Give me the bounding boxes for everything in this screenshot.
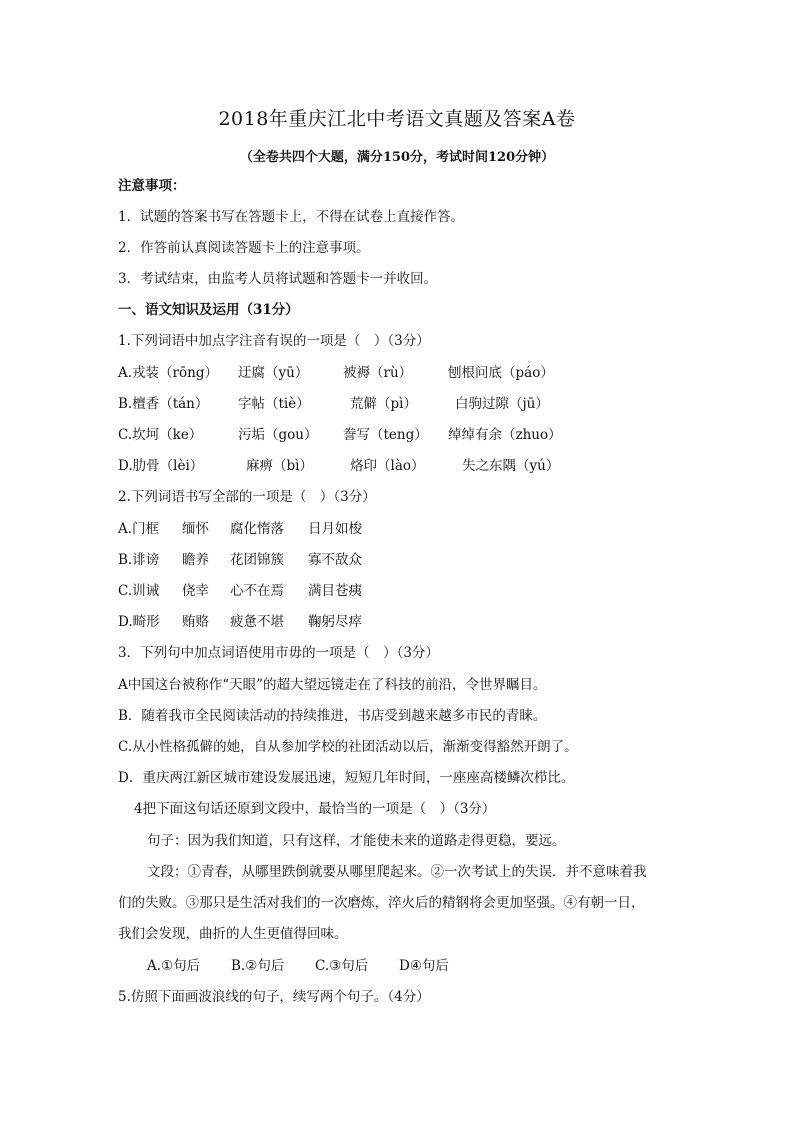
q1-row-a [118,364,718,382]
q1-b-item-3: 荒僻（pì） [350,396,417,412]
q4-options [147,957,747,975]
q1-d-item-1: D.肋骨（lèi） [118,458,204,474]
notice-item-1: 1．试题的答案书写在答题卡上，不得在试卷上直接作答。 [118,209,465,225]
q2-a-item-2: 缅怀 [182,521,209,537]
q4-passage-line-2: 们的失败。③那只是生活对我们的一次磨炼，淬火后的精钢将会更加坚强。④有朝一日， [118,895,645,911]
q2-stem: 2.下列词语书写全部的一项是（ ）（3分） [118,489,376,505]
q4-option-c: C.③句后 [315,958,369,974]
q5-stem: 5.仿照下面画波浪线的句子，续写两个句子。（4分） [118,989,430,1005]
q1-d-item-3: 烙印（lào） [350,458,425,474]
q2-b-item-2: 瞻养 [182,552,209,568]
q1-c-item-1: C.坎坷（ke） [118,427,203,443]
page-subtitle: （全卷共四个大题，满分150分，考试时间120分钟） [239,150,555,165]
q2-d-item-4: 鞠躬尽瘁 [308,614,362,630]
q4-passage-line-1: 文段：①青春，从哪里跌倒就要从哪里爬起来。②一次考试上的失误．并不意味着我 [147,864,647,880]
q4-passage-line-3: 我们会发现，曲折的人生更值得回味。 [118,926,348,942]
q1-row-b [118,395,718,413]
q4-option-b: B.②句后 [231,958,285,974]
q1-d-item-2: 麻痹（bì） [246,458,313,474]
q1-a-item-1: A.戎装（rōng） [118,365,218,381]
q3-option-a: A中国这台被称作“天眼”的超大望远镜走在了科技的前沿，令世界瞩目。 [118,677,547,693]
section-heading: 一、语文知识及运用（31分） [118,302,299,318]
q2-d-item-1: D.畸形 [118,614,160,630]
notice-item-2: 2．作答前认真阅读答题卡上的注意事项。 [118,240,370,256]
q2-d-item-3: 疲惫不堪 [230,614,284,630]
q2-d-item-2: 贿赂 [182,614,209,630]
q2-row-d [118,613,718,631]
q2-row-b [118,551,718,569]
q2-b-item-3: 花团锦簇 [230,552,284,568]
q1-c-item-3: 誊写（teng） [343,427,428,443]
notice-heading: 注意事项： [118,178,186,194]
q2-row-a [118,520,718,538]
q4-option-a: A.①句后 [147,958,201,974]
q3-stem: 3．下列句中加点词语使用市毋的一项是（ ）（3分） [118,645,439,661]
q2-c-item-1: C.训诫 [118,583,160,599]
q1-a-item-2: 迂腐（yū） [238,365,309,381]
q1-row-d [118,457,718,475]
q4-option-d: D④句后 [399,958,449,974]
q2-row-c [118,582,718,600]
q1-b-item-1: B.檀香（tán） [118,396,209,412]
q4-sentence: 句子：因为我们知道，只有这样，才能使未来的道路走得更稳，要远。 [147,833,566,849]
q1-stem: 1.下列词语中加点字注音有误的一项是（ ）（3分） [118,333,430,349]
q1-c-item-2: 污垢（gou） [238,427,318,443]
q2-b-item-1: B.诽谤 [118,552,160,568]
q3-option-c: C.从小性格孤僻的她，自从参加学校的社团活动以后，渐渐变得豁然开朗了。 [118,739,578,755]
q2-c-item-2: 侥幸 [182,583,209,599]
q4-stem: 4把下面这句话还原到文段中，最恰当的一项是（ ）（3分） [134,801,496,817]
q3-option-d: D．重庆两江新区城市建设发展迅速，短短几年时间，一座座高楼鳞次栉比。 [118,770,575,786]
q1-a-item-3: 被褥（rù） [343,365,413,381]
notice-item-3: 3．考试结束，由监考人员将试题和答题卡一并收回。 [118,271,438,287]
q2-a-item-3: 腐化惰落 [230,521,284,537]
q2-c-item-4: 满目苍痍 [308,583,362,599]
q2-a-item-4: 日月如梭 [308,521,362,537]
q1-row-c [118,426,718,444]
q2-c-item-3: 心不在焉 [230,583,284,599]
q1-d-item-4: 失之东隅（yú） [462,458,560,474]
q1-b-item-4: 白驹过隙（jū） [455,396,549,412]
q1-b-item-2: 字帖（tiè） [238,396,310,412]
q2-a-item-1: A.门框 [118,521,160,537]
q2-b-item-4: 寡不敌众 [308,552,362,568]
page-title: 2018年重庆江北中考语文真题及答案A卷 [218,108,576,130]
q1-a-item-4: 刨根问底（páo） [448,365,554,381]
q3-option-b: B．随着我市全民阅读活动的持续推进，书店受到越来越多市民的青睐。 [118,708,547,724]
q1-c-item-4: 绰绰有余（zhuo） [448,427,562,443]
